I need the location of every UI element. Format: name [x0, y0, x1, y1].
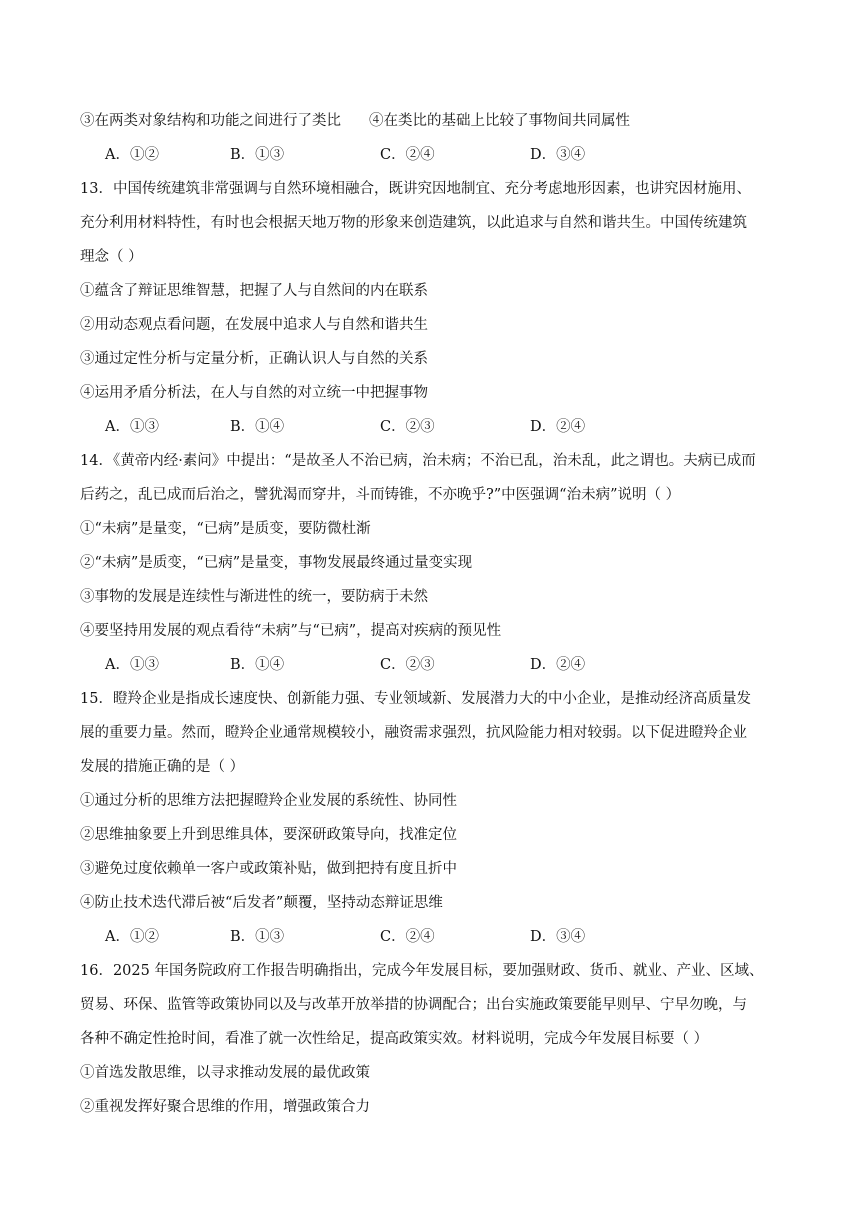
q14-item-1: ①“未病”是量变，“已病”是质变，要防微杜渐: [80, 521, 371, 537]
q15-stem-line-1: 15．瞪羚企业是指成长速度快、创新能力强、专业领域新、发展潜力大的中小企业，是推动经济高质量发: [80, 691, 751, 707]
q16-item-2: ②重视发挥好聚合思维的作用，增强政策合力: [80, 1099, 370, 1115]
q14-item-2: ②“未病”是质变，“已病”是量变，事物发展最终通过量变实现: [80, 555, 473, 571]
q14-stem-line-2: 后药之，乱已成而后治之，譬犹渴而穿井，斗而铸锥，不亦晚乎?”中医强调“治未病”说明（ ）: [80, 487, 681, 503]
q16-stem-line-3: 各种不确定性抢时间，看准了就一次性给足，提高政策实效。材料说明，完成今年发展目标要（ ）: [80, 1031, 709, 1047]
q15-option-c[interactable]: C．②④: [380, 929, 435, 945]
q14-item-4: ④要坚持用发展的观点看待“未病”与“已病”，提高对疾病的预见性: [80, 623, 502, 639]
q14-item-3: ③事物的发展是连续性与渐进性的统一，要防病于未然: [80, 589, 428, 605]
q15-option-d[interactable]: D．③④: [530, 929, 586, 945]
q12-choice-line: [80, 111, 630, 131]
q13-option-d[interactable]: D．②④: [530, 419, 586, 435]
q15-item-3: ③避免过度依赖单一客户或政策补贴，做到把持有度且折中: [80, 861, 457, 877]
q12-item-3: ③在两类对象结构和功能之间进行了类比: [80, 113, 341, 129]
q14-options: [0, 655, 860, 675]
q13-item-2: ②用动态观点看问题，在发展中追求人与自然和谐共生: [80, 317, 428, 333]
q15-item-4: ④防止技术迭代滞后被“后发者”颠覆，坚持动态辩证思维: [80, 895, 443, 911]
q12-option-b[interactable]: B．①③: [230, 147, 285, 163]
q13-stem-line-3: 理念（ ）: [80, 249, 143, 265]
q15-options: [0, 927, 860, 947]
q13-item-3: ③通过定性分析与定量分析，正确认识人与自然的关系: [80, 351, 428, 367]
q16-stem-line-2: 贸易、环保、监管等政策协同以及与改革开放举措的协调配合；出台实施政策要能早则早、宁早勿晚，与: [80, 997, 747, 1013]
q13-stem-line-2: 充分利用材料特性，有时也会根据天地万物的形象来创造建筑，以此追求与自然和谐共生。中国传统建筑: [80, 215, 747, 231]
q13-item-4: ④运用矛盾分析法，在人与自然的对立统一中把握事物: [80, 385, 428, 401]
q15-stem-line-3: 发展的措施正确的是（ ）: [80, 759, 245, 775]
q13-options: [0, 417, 860, 437]
q14-option-d[interactable]: D．②④: [530, 657, 586, 673]
q14-option-a[interactable]: A．①③: [105, 657, 159, 673]
q13-option-c[interactable]: C．②③: [380, 419, 435, 435]
q14-option-c[interactable]: C．②③: [380, 657, 435, 673]
q15-option-b[interactable]: B．①③: [230, 929, 285, 945]
q13-option-b[interactable]: B．①④: [230, 419, 285, 435]
q13-option-a[interactable]: A．①③: [105, 419, 159, 435]
q14-option-b[interactable]: B．①④: [230, 657, 285, 673]
q12-option-a[interactable]: A．①②: [105, 147, 159, 163]
q12-option-d[interactable]: D．③④: [530, 147, 586, 163]
q15-stem-line-2: 展的重要力量。然而，瞪羚企业通常规模较小，融资需求强烈，抗风险能力相对较弱。以下促进瞪羚企业: [80, 725, 747, 741]
q15-item-1: ①通过分析的思维方法把握瞪羚企业发展的系统性、协同性: [80, 793, 457, 809]
q16-stem-line-1: 16．2025 年国务院政府工作报告明确指出，完成今年发展目标，要加强财政、货币、就业、产业、区域、: [80, 963, 764, 979]
q15-option-a[interactable]: A．①②: [105, 929, 159, 945]
q15-item-2: ②思维抽象要上升到思维具体，要深研政策导向，找准定位: [80, 827, 457, 843]
q12-item-4: ④在类比的基础上比较了事物间共同属性: [369, 113, 630, 129]
q16-item-1: ①首选发散思维，以寻求推动发展的最优政策: [80, 1065, 370, 1081]
q13-stem-line-1: 13．中国传统建筑非常强调与自然环境相融合，既讲究因地制宜、充分考虑地形因素，也讲究因材施用、: [80, 181, 751, 197]
q12-option-c[interactable]: C．②④: [380, 147, 435, 163]
q13-item-1: ①蕴含了辩证思维智慧，把握了人与自然间的内在联系: [80, 283, 428, 299]
q14-stem-line-1: 14．《黄帝内经·素问》中提出：“是故圣人不治已病，治未病；不治已乱，治未乱，此之谓也。夫病已成而: [80, 453, 756, 469]
q12-options: [0, 145, 860, 165]
